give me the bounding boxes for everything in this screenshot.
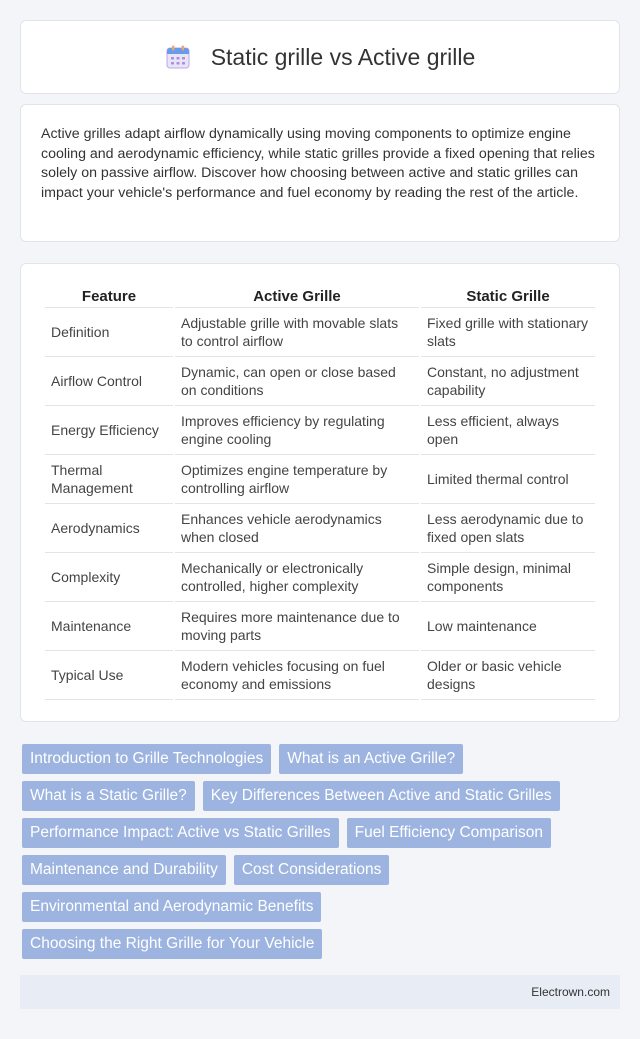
calendar-icon: [165, 44, 191, 70]
page-header: [20, 20, 620, 94]
table-row: [45, 406, 595, 455]
tag-introduction[interactable]: Introduction to Grille Technologies: [22, 744, 271, 774]
static-cell: Limited thermal control: [421, 455, 595, 504]
footer: [20, 975, 620, 1009]
active-cell: Improves efficiency by regulating engine cooling: [175, 406, 419, 455]
intro-text: Active grilles adapt airflow dynamically using moving components to optimize engine cooling and aerodynamic efficiency, while static grilles provide a fixed opening that relies solely on passive airflow. Discover how choosing between active and static grilles can impact your vehicle's performance and fuel economy by reading the rest of the article.: [41, 126, 595, 201]
tag-maintenance[interactable]: Maintenance and Durability: [22, 855, 226, 885]
tag-fuel-efficiency[interactable]: Fuel Efficiency Comparison: [347, 818, 551, 848]
feature-cell: Airflow Control: [45, 357, 173, 406]
tag-choosing[interactable]: Choosing the Right Grille for Your Vehicle: [22, 929, 322, 959]
tag-environmental[interactable]: Environmental and Aerodynamic Benefits: [22, 892, 321, 922]
table-row: [45, 651, 595, 700]
static-cell: Less aerodynamic due to fixed open slats: [421, 504, 595, 553]
active-cell: Requires more maintenance due to moving parts: [175, 602, 419, 651]
feature-cell: Typical Use: [45, 651, 173, 700]
feature-cell: Aerodynamics: [45, 504, 173, 553]
page-title: Static grille vs Active grille: [210, 43, 476, 70]
tag-what-is-active[interactable]: What is an Active Grille?: [279, 744, 463, 774]
tag-what-is-static[interactable]: What is a Static Grille?: [22, 781, 195, 811]
feature-cell: Energy Efficiency: [45, 406, 173, 455]
header-feature: Feature: [45, 284, 173, 308]
active-cell: Enhances vehicle aerodynamics when closed: [175, 504, 419, 553]
table-row: [45, 357, 595, 406]
comparison-table: [43, 284, 597, 700]
tag-performance-impact[interactable]: Performance Impact: Active vs Static Grilles: [22, 818, 339, 848]
header-static-grille: Static Grille: [421, 284, 595, 308]
footer-brand[interactable]: Electrown.com: [531, 985, 610, 999]
static-cell: Fixed grille with stationary slats: [421, 308, 595, 357]
static-cell: Older or basic vehicle designs: [421, 651, 595, 700]
active-cell: Adjustable grille with movable slats to control airflow: [175, 308, 419, 357]
table-row: [45, 602, 595, 651]
tag-cost[interactable]: Cost Considerations: [234, 855, 390, 885]
feature-cell: Complexity: [45, 553, 173, 602]
active-cell: Mechanically or electronically controlled, higher complexity: [175, 553, 419, 602]
table-row: [45, 553, 595, 602]
header-active-grille: Active Grille: [175, 284, 419, 308]
feature-cell: Maintenance: [45, 602, 173, 651]
active-cell: Optimizes engine temperature by controlling airflow: [175, 455, 419, 504]
table-row: [45, 455, 595, 504]
static-cell: Constant, no adjustment capability: [421, 357, 595, 406]
table-row: [45, 504, 595, 553]
static-cell: Simple design, minimal components: [421, 553, 595, 602]
feature-cell: Thermal Management: [45, 455, 173, 504]
comparison-table-card: [20, 263, 620, 722]
feature-cell: Definition: [45, 308, 173, 357]
static-cell: Less efficient, always open: [421, 406, 595, 455]
table-header-row: [45, 284, 595, 308]
topic-tags: [22, 744, 620, 966]
static-cell: Low maintenance: [421, 602, 595, 651]
tag-key-differences[interactable]: Key Differences Between Active and Static Grilles: [203, 781, 560, 811]
active-cell: Dynamic, can open or close based on conditions: [175, 357, 419, 406]
intro-paragraph: [20, 104, 620, 242]
table-row: [45, 308, 595, 357]
active-cell: Modern vehicles focusing on fuel economy and emissions: [175, 651, 419, 700]
